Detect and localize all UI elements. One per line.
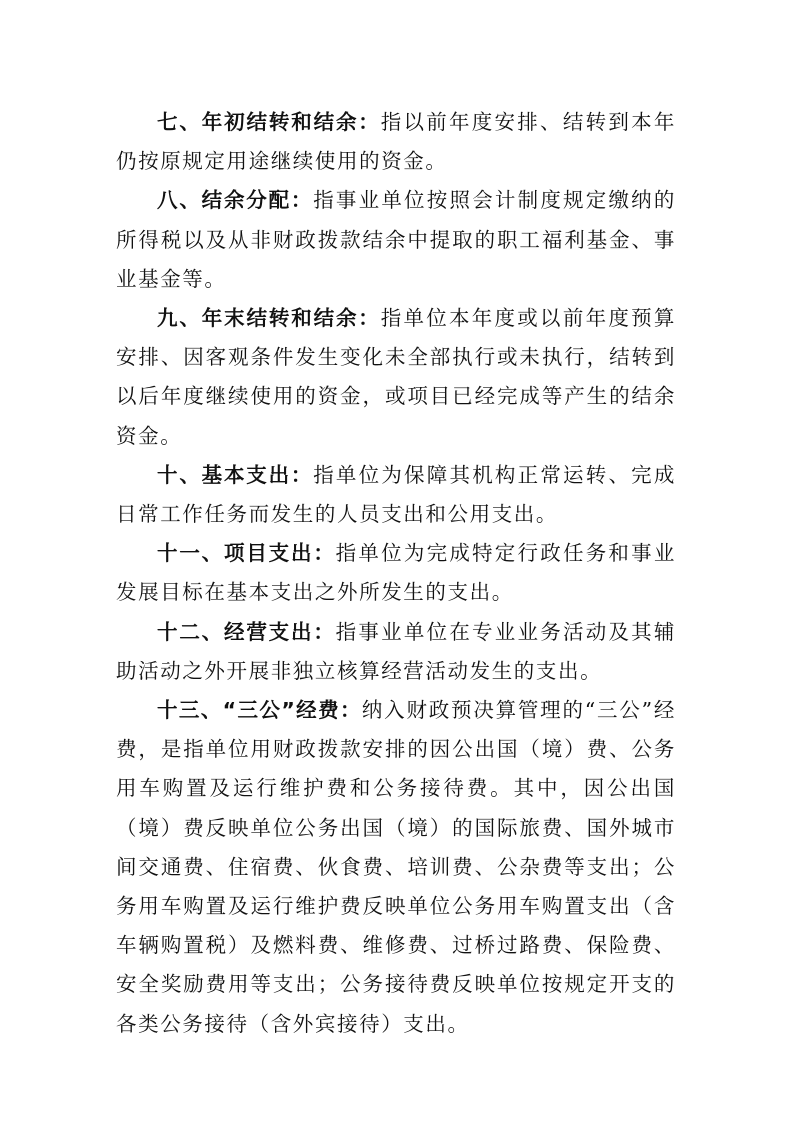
- term-definition: 纳入财政预决算管理的“三公”经费，是指单位用财政拨款安排的因公出国（境）费、公务用车购置及运行维护费和公务接待费。其中，因公出国（境）费反映单位公务出国（境）的国际旅费、国外城市间交通费、住宿费、伙食费、培训费、公杂费等支出；公务用车购置及运行维护费反映单位公务用车购置支出（含车辆购置税）及燃料费、维修费、过桥过路费、保险费、安全奖励费用等支出；公务接待费反映单位按规定开支的各类公务接待（含外宾接待）支出。: [116, 698, 676, 1036]
- term-heading: 九、年末结转和结余：: [157, 306, 381, 331]
- term-heading: 十二、经营支出：: [157, 619, 336, 644]
- term-heading: 十三、“三公”经费：: [157, 698, 362, 723]
- term-definition: 指单位为保障其机构正常运转、完成日常工作任务而发生的人员支出和公用支出。: [116, 462, 676, 527]
- term-heading: 十一、项目支出：: [157, 541, 336, 566]
- paragraph-operating-expenditure: [116, 613, 676, 691]
- paragraph-surplus-distribution: [116, 181, 676, 299]
- term-heading: 七、年初结转和结余：: [157, 110, 381, 134]
- paragraph-basic-expenditure: [116, 456, 676, 534]
- term-definition: 指单位为完成特定行政任务和事业发展目标在基本支出之外所发生的支出。: [116, 541, 676, 605]
- term-heading: 十、基本支出：: [157, 462, 314, 487]
- paragraph-ending-carryover: [116, 299, 676, 456]
- paragraph-beginning-carryover: [116, 103, 676, 181]
- term-definition: 指事业单位在专业业务活动及其辅助活动之外开展非独立核算经营活动发生的支出。: [116, 619, 676, 683]
- term-definition: 指事业单位按照会计制度规定缴纳的所得税以及从非财政拨款结余中提取的职工福利基金、事业基金等。: [116, 188, 676, 291]
- paragraph-three-public-expenses: [116, 691, 676, 1044]
- term-definition: 指单位本年度或以前年度预算安排、因客观条件发生变化未全部执行或未执行，结转到以后年度继续使用的资金，或项目已经完成等产生的结余资金。: [116, 306, 676, 448]
- document-body: [116, 103, 676, 1044]
- term-definition: 指以前年度安排、结转到本年仍按原规定用途继续使用的资金。: [116, 110, 676, 174]
- paragraph-project-expenditure: [116, 534, 676, 612]
- term-heading: 八、结余分配：: [157, 188, 314, 213]
